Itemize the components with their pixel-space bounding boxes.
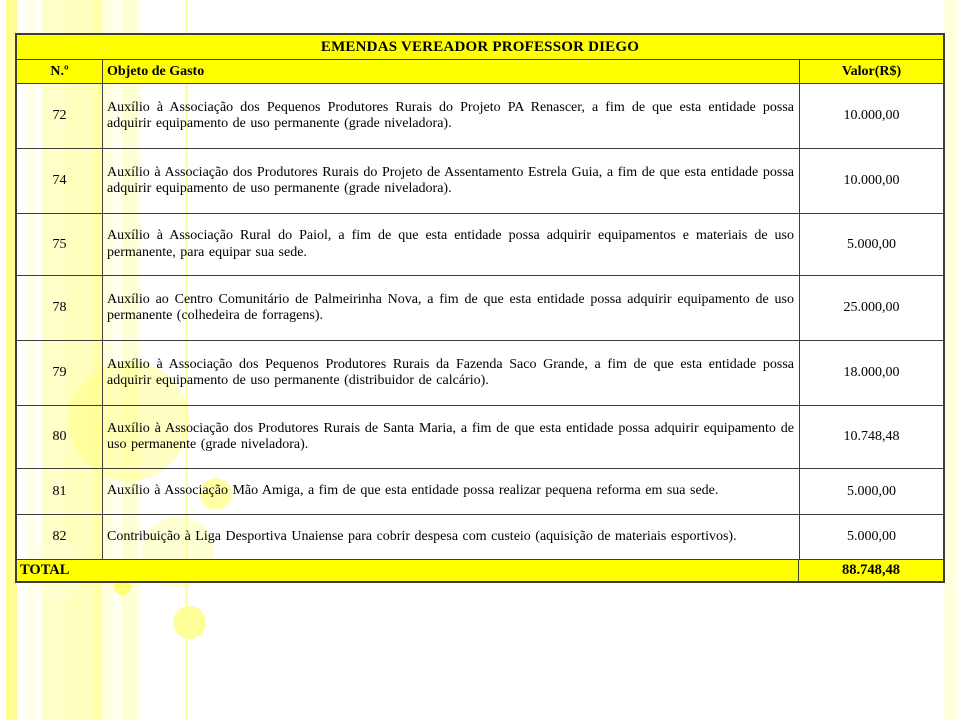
- total-label: TOTAL: [17, 560, 799, 581]
- table-title: EMENDAS VEREADOR PROFESSOR DIEGO: [320, 38, 640, 55]
- row-objeto-text: Auxílio à Associação dos Produtores Rurais do Projeto de Assentamento Estrela Guia, a fim de que esta entidade possa adquirir equipamento de uso permanente (grade niveladora).: [107, 164, 794, 196]
- column-header-num: N.º: [17, 60, 103, 83]
- row-objeto-cell: [103, 84, 799, 148]
- row-valor-cell: 10.748,48: [799, 406, 943, 468]
- row-objeto-cell: [103, 149, 799, 213]
- background-stripe: [944, 0, 957, 720]
- total-row: [17, 559, 943, 581]
- table-row: [17, 275, 943, 340]
- row-valor-cell: 5.000,00: [799, 515, 943, 559]
- row-objeto-cell: [103, 406, 799, 468]
- row-valor-cell: 5.000,00: [799, 214, 943, 275]
- row-valor-cell: 10.000,00: [799, 149, 943, 213]
- table-row: [17, 340, 943, 405]
- row-valor-cell: 25.000,00: [799, 276, 943, 340]
- column-header-objeto: Objeto de Gasto: [107, 63, 205, 79]
- table-title-row: [17, 35, 943, 59]
- row-objeto-cell: [103, 214, 799, 275]
- row-valor-cell: 10.000,00: [799, 84, 943, 148]
- row-objeto-text: Auxílio à Associação Rural do Paiol, a fim de que esta entidade possa adquirir equipamentos e materiais de uso permanente, para equipar sua sede.: [107, 228, 794, 260]
- row-num-cell: 72: [17, 84, 103, 148]
- row-objeto-cell: [103, 341, 799, 405]
- row-num-cell: 78: [17, 276, 103, 340]
- table-row: [17, 213, 943, 275]
- row-objeto-cell: [103, 276, 799, 340]
- row-valor-cell: 18.000,00: [799, 341, 943, 405]
- background-circle: [173, 606, 206, 639]
- table-row: [17, 468, 943, 514]
- row-num-cell: 80: [17, 406, 103, 468]
- row-objeto-cell: [103, 469, 799, 514]
- row-num-cell: 81: [17, 469, 103, 514]
- row-valor-cell: 5.000,00: [799, 469, 943, 514]
- row-num-cell: 74: [17, 149, 103, 213]
- table-row: [17, 514, 943, 559]
- row-num-cell: 82: [17, 515, 103, 559]
- emendas-table: [15, 33, 945, 583]
- row-objeto-text: Auxílio ao Centro Comunitário de Palmeirinha Nova, a fim de que esta entidade possa adquirir equipamento de uso permanente (colhedeira de forragens).: [107, 291, 794, 323]
- column-header-valor: Valor(R$): [799, 60, 943, 83]
- row-num-cell: 75: [17, 214, 103, 275]
- total-value: 88.748,48: [842, 562, 900, 578]
- row-num-cell: 79: [17, 341, 103, 405]
- table-row: [17, 405, 943, 468]
- row-objeto-text: Auxílio à Associação dos Pequenos Produtores Rurais da Fazenda Saco Grande, a fim de que esta entidade possa adquirir equipamento de uso permanente (distribuidor de calcário).: [107, 356, 794, 388]
- table-row: [17, 83, 943, 148]
- row-objeto-cell: [103, 515, 799, 559]
- row-objeto-text: Contribuição à Liga Desportiva Unaiense para cobrir despesa com custeio (aquisição de materiais esportivos).: [107, 528, 737, 544]
- row-objeto-text: Auxílio à Associação Mão Amiga, a fim de que esta entidade possa realizar pequena reforma em sua sede.: [107, 483, 719, 499]
- row-objeto-text: Auxílio à Associação dos Pequenos Produtores Rurais do Projeto PA Renascer, a fim de que esta entidade possa adquirir equipamento de uso permanente (grade niveladora).: [107, 99, 794, 131]
- row-objeto-text: Auxílio à Associação dos Produtores Rurais de Santa Maria, a fim de que esta entidade possa adquirir equipamento de uso permanente (grade niveladora).: [107, 420, 794, 452]
- table-row: [17, 148, 943, 213]
- table-header-row: [17, 59, 943, 83]
